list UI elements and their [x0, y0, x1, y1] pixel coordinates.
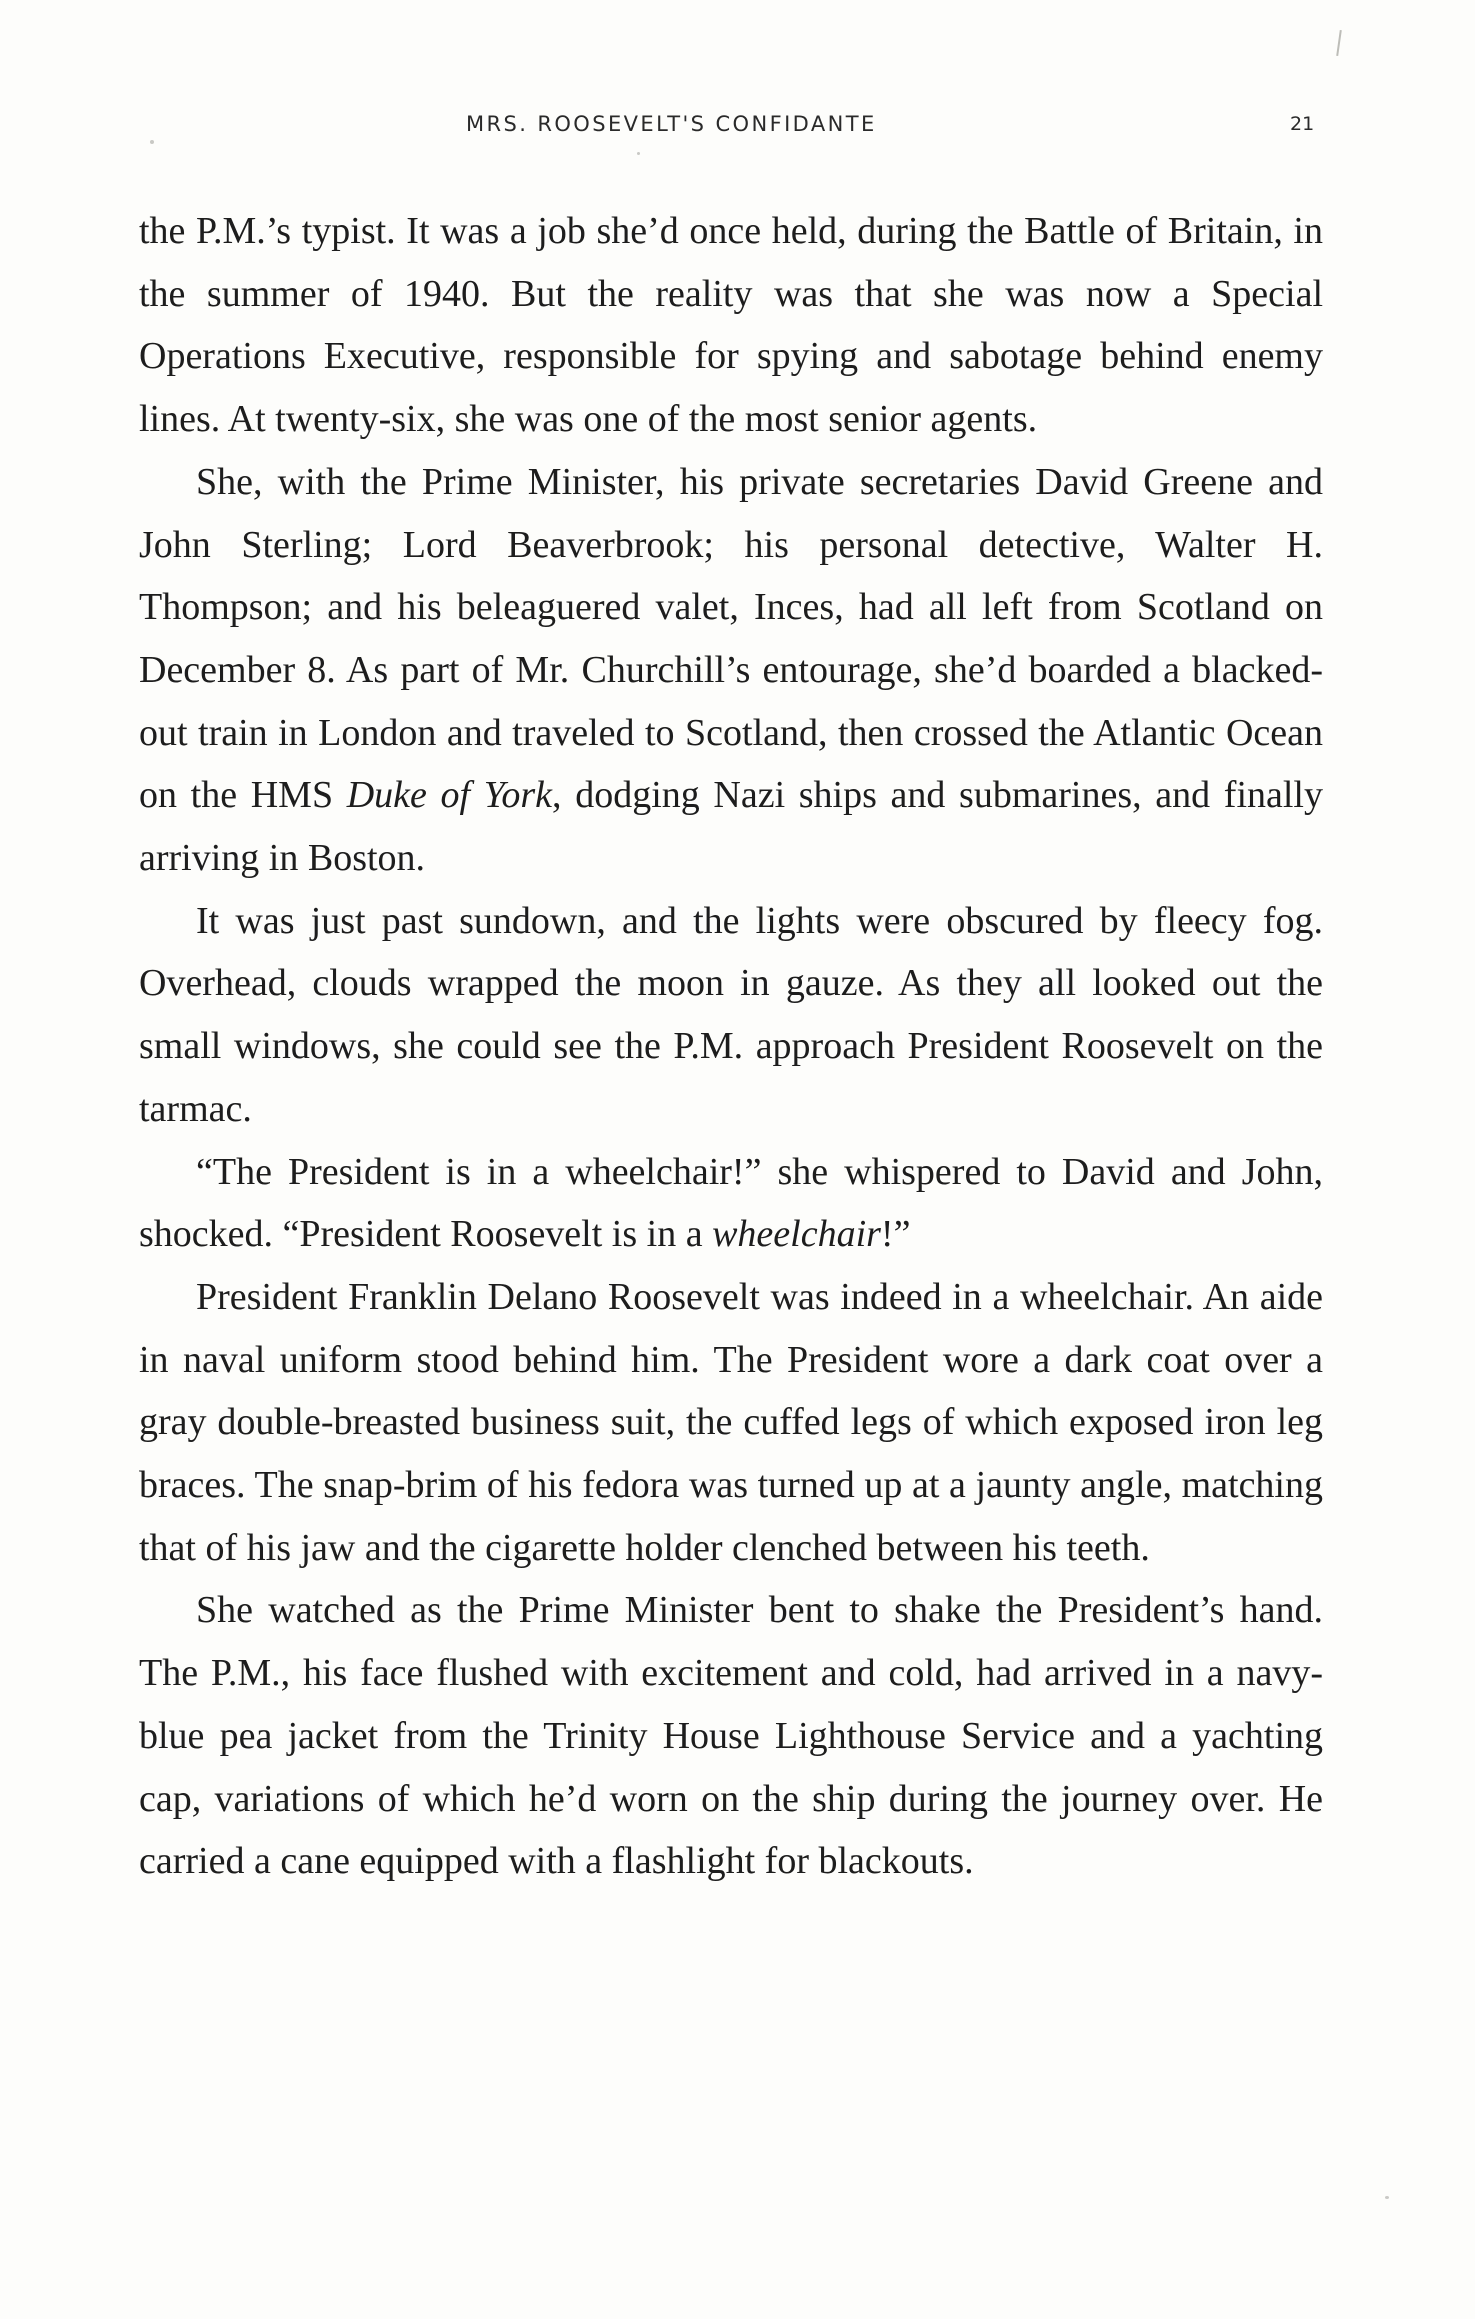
- text-run: !”: [880, 1213, 911, 1256]
- text-run: “The President is in a wheelchair!” she whispered to David and John, shocked. “President Roosevelt is in a: [139, 1150, 1323, 1256]
- paragraph: [139, 1579, 1323, 1893]
- paragraph: [139, 1266, 1323, 1580]
- emphasis: wheelchair: [712, 1213, 881, 1256]
- page-edge-mark: [1336, 30, 1342, 56]
- text-run: , dodging Nazi ships and submarines, and finally arriving in Boston.: [139, 774, 1323, 880]
- scan-speck: [1385, 2196, 1389, 2199]
- running-head: [0, 104, 1475, 144]
- ship-name: Duke of York: [346, 774, 553, 817]
- text-run: President Franklin Delano Roosevelt was indeed in a wheelchair. An aide in naval uniform stood behind him. The President wore a dark coat over a gray double-breasted business suit, the cuffed legs of which exposed iron leg braces. The snap-brim of his fedora was turned up at a jaunty angle, matching that of his jaw and the cigarette holder clenched between his teeth.: [139, 1275, 1323, 1569]
- text-run: It was just past sundown, and the lights were obscured by fleecy fog. Overhead, clouds wrapped the moon in gauze. As they all looked out the small windows, she could see the P.M. approach President Roosevelt on the tarmac.: [139, 899, 1323, 1130]
- paragraph: [139, 451, 1323, 890]
- paragraph: [139, 890, 1323, 1141]
- paragraph: [139, 1141, 1323, 1266]
- paragraph: [139, 200, 1323, 451]
- text-run: the P.M.’s typist. It was a job she’d once held, during the Battle of Britain, in the summer of 1940. But the reality was that she was now a Special Operations Executive, responsible for spying and sabotage behind enemy lines. At twenty-six, she was one of the most senior agents.: [139, 210, 1323, 441]
- scan-speck: [637, 152, 640, 155]
- page-number: 21: [1290, 113, 1315, 135]
- running-title: MRS. ROOSEVELT'S CONFIDANTE: [466, 112, 877, 136]
- text-run: She, with the Prime Minister, his private secretaries David Greene and John Sterling; Lord Beaverbrook; his personal detective, Walter H. Thompson; and his beleaguered valet, Inces, had all left from Scotland on December 8. As part of Mr. Churchill’s entourage, she’d boarded a blacked-out train in London and traveled to Scotland, then crossed the Atlantic Ocean on the HMS: [139, 460, 1323, 817]
- body-text: [139, 200, 1323, 1893]
- text-run: She watched as the Prime Minister bent to shake the President’s hand. The P.M., his face flushed with excitement and cold, had arrived in a navy-blue pea jacket from the Trinity House Lighthouse Service and a yachting cap, variations of which he’d worn on the ship during the journey over. He carried a cane equipped with a flashlight for blackouts.: [139, 1589, 1323, 1883]
